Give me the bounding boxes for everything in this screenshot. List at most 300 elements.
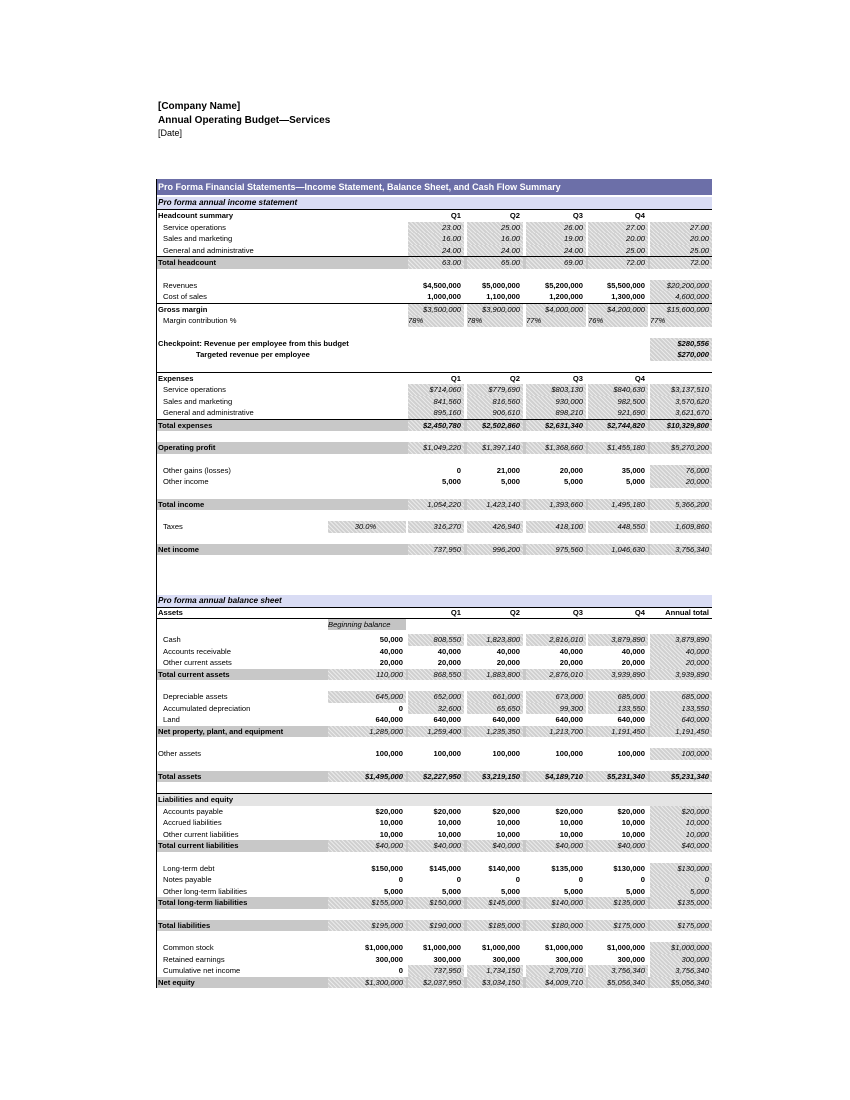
value-cell: $135,000 — [588, 897, 648, 909]
checkpoint-row — [156, 338, 712, 350]
row-label: Total income — [158, 499, 205, 509]
ppe-row — [156, 703, 712, 715]
value-cell: $1,397,140 — [467, 442, 523, 454]
value-cell: 72.00 — [588, 257, 648, 269]
value-cell: $3,034,150 — [467, 977, 523, 989]
row-label: Net property, plant, and equipment — [158, 726, 284, 736]
current-asset-row — [156, 634, 712, 646]
value-cell: $135,000 — [551, 863, 583, 873]
value-cell: 10,000 — [621, 818, 645, 827]
expenses-header-row — [156, 372, 712, 385]
value-cell: 1,100,000 — [486, 292, 520, 301]
spacer-row — [156, 931, 712, 942]
row-label: Margin contribution % — [163, 316, 237, 325]
value-cell: 1,046,630 — [588, 544, 648, 556]
value-cell: 20,000 — [650, 657, 712, 669]
value-cell: $40,000 — [650, 840, 712, 852]
value-cell: 816,560 — [467, 396, 523, 408]
value-cell: 4,600,000 — [650, 291, 712, 303]
value-cell: 20,000 — [496, 658, 520, 667]
value-cell: 20,000 — [559, 465, 583, 475]
value-cell: $3,500,000 — [408, 304, 464, 316]
value-cell: $20,000 — [375, 806, 403, 816]
quarter-header: Q3 — [572, 211, 583, 220]
value-cell: 40,000 — [437, 646, 461, 656]
spacer-row — [156, 269, 712, 280]
row-label: Total liabilities — [158, 920, 211, 930]
value-cell: $40,000 — [526, 840, 586, 852]
value-cell: $5,231,340 — [588, 771, 648, 783]
total-headcount-row — [156, 256, 712, 269]
other-gains-row — [156, 465, 712, 477]
value-cell: $714,060 — [408, 384, 464, 396]
value-cell: $150,000 — [371, 863, 403, 873]
value-cell: $5,000,000 — [481, 280, 520, 290]
row-label: Accounts receivable — [163, 646, 231, 656]
lt-liability-row — [156, 874, 712, 886]
value-cell: $1,000,000 — [606, 943, 645, 952]
value-cell: 133,550 — [588, 703, 648, 715]
row-label: Liabilities and equity — [158, 795, 234, 804]
value-cell: 640,000 — [433, 715, 461, 724]
row-label: Other gains (losses) — [163, 465, 231, 475]
value-cell: $40,000 — [588, 840, 648, 852]
value-cell: $2,037,950 — [408, 977, 464, 989]
value-cell: $3,219,150 — [467, 771, 523, 783]
revenues-row — [156, 280, 712, 292]
row-label: Expenses — [158, 373, 194, 383]
row-label: Retained earnings — [163, 954, 225, 964]
value-cell: 5,000 — [563, 477, 583, 486]
value-cell: $5,500,000 — [606, 280, 645, 290]
value-cell: 10,000 — [650, 817, 712, 829]
spacer-row — [156, 909, 712, 920]
value-cell: $1,049,220 — [408, 442, 464, 454]
value-cell: 1,823,800 — [467, 634, 523, 646]
value-cell: 69.00 — [526, 257, 586, 269]
value-cell: 5,000 — [625, 477, 645, 486]
value-cell: 300,000 — [650, 954, 712, 966]
equity-row — [156, 954, 712, 966]
value-cell: $1,455,180 — [588, 442, 648, 454]
column-header: Q1 — [450, 608, 461, 617]
headcount-row — [156, 233, 712, 245]
value-cell: 65.00 — [467, 257, 523, 269]
targeted-row — [156, 349, 712, 361]
value-cell: 661,000 — [467, 691, 523, 703]
headcount-header-row — [156, 209, 712, 222]
beginning-balance-header: Beginning balance — [328, 619, 406, 631]
net-equity-row — [156, 977, 712, 989]
quarter-header: Q4 — [634, 373, 645, 383]
value-cell: $190,000 — [408, 920, 464, 932]
value-cell: 5,000 — [500, 477, 520, 486]
value-cell: 0 — [456, 875, 461, 884]
value-cell: 300,000 — [375, 954, 403, 964]
value-cell: 20.00 — [650, 233, 712, 245]
value-cell: $4,009,710 — [526, 977, 586, 989]
value-cell: 316,270 — [408, 521, 464, 533]
equity-row — [156, 942, 712, 954]
spacer-row — [156, 327, 712, 338]
value-cell: $1,000,000 — [481, 943, 520, 952]
value-cell: 0 — [578, 875, 583, 884]
row-label: Total current liabilities — [158, 841, 239, 850]
row-label: Sales and marketing — [163, 234, 233, 243]
value-cell: $20,000 — [555, 806, 583, 816]
value-cell: 35,000 — [621, 465, 645, 475]
value-cell: $2,450,780 — [408, 420, 464, 432]
value-cell: 10,000 — [496, 818, 520, 827]
value-cell: 645,000 — [328, 691, 406, 703]
row-label: Other income — [163, 477, 209, 486]
row-label: Land — [163, 715, 180, 724]
value-cell: 841,560 — [408, 396, 464, 408]
value-cell: 300,000 — [617, 954, 645, 964]
row-label: Total expenses — [158, 420, 213, 430]
spacer-row — [156, 737, 712, 748]
value-cell: 448,550 — [588, 521, 648, 533]
row-label: Cumulative net income — [163, 966, 241, 975]
value-cell: 737,950 — [408, 544, 464, 556]
value-cell: $20,000 — [650, 806, 712, 818]
value-cell: 25.00 — [467, 222, 523, 234]
value-cell: $2,631,340 — [526, 420, 586, 432]
value-cell: 3,570,620 — [650, 396, 712, 408]
income-section-title: Pro forma annual income statement — [156, 197, 712, 209]
net-ppe-row — [156, 726, 712, 738]
row-label: Notes payable — [163, 875, 212, 884]
beginning-balance-row — [156, 619, 712, 631]
current-liability-row — [156, 817, 712, 829]
value-cell: 78% — [408, 315, 464, 327]
value-cell: $175,000 — [650, 920, 712, 932]
column-header: Q2 — [509, 608, 520, 617]
value-cell: 77% — [526, 315, 586, 327]
value-cell: $803,130 — [526, 384, 586, 396]
value-cell: $150,000 — [408, 897, 464, 909]
value-cell: $175,000 — [588, 920, 648, 932]
value-cell: 300,000 — [555, 954, 583, 964]
value-cell: 78% — [467, 315, 523, 327]
current-asset-row — [156, 657, 712, 669]
row-label: Cost of sales — [163, 292, 207, 301]
value-cell: $840,630 — [588, 384, 648, 396]
lt-liability-row — [156, 886, 712, 898]
value-cell: 640,000 — [555, 715, 583, 724]
value-cell: 10,000 — [621, 829, 645, 839]
value-cell: $2,227,950 — [408, 771, 464, 783]
value-cell: 20,000 — [559, 658, 583, 667]
expense-row — [156, 384, 712, 396]
value-cell: $4,189,710 — [526, 771, 586, 783]
row-label: Depreciable assets — [163, 692, 228, 701]
value-cell: $20,000 — [617, 806, 645, 816]
row-label: Service operations — [163, 385, 226, 394]
value-cell: $4,200,000 — [588, 304, 648, 316]
balance-section-title: Pro forma annual balance sheet — [156, 595, 712, 607]
row-label: Other current liabilities — [163, 829, 239, 839]
value-cell: $185,000 — [467, 920, 523, 932]
value-cell: 1,259,400 — [408, 726, 464, 738]
row-label: Long-term debt — [163, 863, 215, 873]
row-label: Accounts payable — [163, 806, 223, 816]
value-cell: $40,000 — [328, 840, 406, 852]
value-cell: 10,000 — [559, 818, 583, 827]
value-cell: 0 — [650, 874, 712, 886]
headcount-row — [156, 245, 712, 257]
value-cell: 640,000 — [617, 715, 645, 724]
value-cell: 5,000 — [500, 886, 520, 896]
value-cell: $15,600,000 — [650, 304, 712, 316]
value-cell: $130,000 — [613, 863, 645, 873]
quarter-header: Q1 — [450, 211, 461, 220]
value-cell: 673,000 — [526, 691, 586, 703]
tax-rate-cell: 30.0% — [328, 521, 406, 533]
headcount-label: Headcount summary — [158, 211, 234, 220]
value-cell: 1,285,000 — [328, 726, 406, 738]
spacer-row — [156, 555, 712, 595]
value-cell: 652,000 — [408, 691, 464, 703]
value-cell: 3,621,670 — [650, 407, 712, 419]
value-cell: 20,000 — [621, 658, 645, 667]
value-cell: 1,423,140 — [467, 499, 523, 511]
row-label: Total long-term liabilities — [158, 898, 248, 907]
value-cell: $5,231,340 — [650, 771, 712, 783]
value-cell: 40,000 — [379, 646, 403, 656]
value-cell: 0 — [398, 966, 403, 975]
value-cell: $4,500,000 — [422, 280, 461, 290]
row-label: Gross margin — [158, 304, 208, 314]
value-cell: $1,000,000 — [364, 943, 403, 952]
value-cell: $4,000,000 — [526, 304, 586, 316]
value-cell: $40,000 — [408, 840, 464, 852]
value-cell: 1,393,660 — [526, 499, 586, 511]
value-cell: $20,200,000 — [650, 280, 712, 292]
value-cell: 3,879,890 — [588, 634, 648, 646]
value-cell: $180,000 — [526, 920, 586, 932]
value-cell: $3,137,510 — [650, 384, 712, 396]
column-header: Q4 — [634, 608, 645, 617]
value-cell: 2,876,010 — [526, 669, 586, 681]
value-cell: 0 — [456, 465, 461, 475]
spacer-row — [156, 533, 712, 544]
value-cell: 1,213,700 — [526, 726, 586, 738]
value-cell: 5,000 — [383, 886, 403, 896]
value-cell: $145,000 — [429, 863, 461, 873]
value-cell: 5,000 — [563, 886, 583, 896]
value-cell: 3,756,340 — [588, 965, 648, 977]
company-name: [Company Name] — [158, 101, 241, 112]
value-cell: 1,191,450 — [588, 726, 648, 738]
value-cell: 996,200 — [467, 544, 523, 556]
row-label: Other assets — [158, 749, 202, 758]
value-cell: $20,000 — [492, 806, 520, 816]
value-cell: 10,000 — [379, 818, 403, 827]
value-cell: 3,756,340 — [650, 544, 712, 556]
value-cell: $5,056,340 — [650, 977, 712, 989]
spacer-row — [156, 510, 712, 521]
row-label: Targeted revenue per employee — [196, 350, 310, 359]
assets-header-row — [156, 607, 712, 619]
value-cell: 975,560 — [526, 544, 586, 556]
value-cell: 3,939,890 — [588, 669, 648, 681]
value-cell: 10,000 — [650, 829, 712, 841]
value-cell: 21,000 — [496, 465, 520, 475]
value-cell: $1,000,000 — [422, 943, 461, 952]
value-cell: 76% — [588, 315, 648, 327]
row-label: Common stock — [163, 943, 214, 952]
value-cell: 23.00 — [408, 222, 464, 234]
total-liabilities-row — [156, 920, 712, 932]
value-cell: $140,000 — [526, 897, 586, 909]
row-label: Taxes — [163, 522, 183, 531]
value-cell: 300,000 — [433, 954, 461, 964]
value-cell: 27.00 — [588, 222, 648, 234]
row-label: Total headcount — [158, 258, 217, 267]
value-cell: 100,000 — [492, 749, 520, 758]
value-cell: $5,056,340 — [588, 977, 648, 989]
value-cell: 40,000 — [496, 646, 520, 656]
value-cell: $5,270,200 — [650, 442, 712, 454]
lt-liability-row — [156, 863, 712, 875]
value-cell: 3,756,340 — [650, 965, 712, 977]
value-cell: 40,000 — [559, 646, 583, 656]
value-cell: 898,210 — [526, 407, 586, 419]
expense-row — [156, 407, 712, 419]
value-cell: 25.00 — [650, 245, 712, 257]
value-cell: 1,883,800 — [467, 669, 523, 681]
margin-pct-row — [156, 315, 712, 327]
value-cell: 921,690 — [588, 407, 648, 419]
ppe-row — [156, 691, 712, 703]
value-cell: $140,000 — [488, 863, 520, 873]
value-cell: 100,000 — [433, 749, 461, 758]
quarter-header: Q4 — [634, 211, 645, 220]
value-cell: 5,000 — [625, 886, 645, 896]
value-cell: 99,300 — [526, 703, 586, 715]
value-cell: 0 — [398, 703, 403, 713]
value-cell: 808,550 — [408, 634, 464, 646]
value-cell: 20,000 — [379, 658, 403, 667]
quarter-header: Q1 — [450, 373, 461, 383]
value-cell: 10,000 — [496, 829, 520, 839]
row-label: General and administrative — [163, 408, 254, 417]
financial-sheet — [156, 179, 712, 988]
value-cell: 0 — [515, 875, 520, 884]
value-cell: 3,939,890 — [650, 669, 712, 681]
spacer-row — [156, 852, 712, 863]
total-current-liabilities-row — [156, 840, 712, 852]
value-cell: 3,879,890 — [650, 634, 712, 646]
row-label: Other current assets — [163, 658, 232, 667]
spacer-row — [156, 454, 712, 465]
row-label: Net equity — [158, 977, 195, 987]
row-label: General and administrative — [163, 245, 254, 255]
value-cell: 10,000 — [437, 818, 461, 827]
column-header: Annual total — [665, 608, 709, 617]
value-cell: $3,900,000 — [467, 304, 523, 316]
value-cell: 26.00 — [526, 222, 586, 234]
value-cell: $1,495,000 — [328, 771, 406, 783]
ppe-row — [156, 714, 712, 726]
column-header: Q3 — [572, 608, 583, 617]
value-cell: 1,054,220 — [408, 499, 464, 511]
value-cell: 685,000 — [650, 691, 712, 703]
value-cell: 63.00 — [408, 257, 464, 269]
value-cell: 19.00 — [526, 233, 586, 245]
spacer-row — [156, 488, 712, 499]
value-cell: 10,000 — [559, 829, 583, 839]
current-liability-row — [156, 829, 712, 841]
value-cell: 737,950 — [408, 965, 464, 977]
taxes-row — [156, 521, 712, 533]
value-cell: $10,329,800 — [650, 420, 712, 432]
value-cell: 5,000 — [650, 886, 712, 898]
value-cell: 1,734,150 — [467, 965, 523, 977]
value-cell: 868,550 — [408, 669, 464, 681]
expense-row — [156, 396, 712, 408]
spacer-row — [156, 680, 712, 691]
value-cell: 640,000 — [375, 715, 403, 724]
quarter-header: Q3 — [572, 373, 583, 383]
value-cell: $130,000 — [650, 863, 712, 875]
value-cell: 25.00 — [588, 245, 648, 257]
value-cell: 640,000 — [650, 714, 712, 726]
operating-profit-row — [156, 442, 712, 454]
document-title: Annual Operating Budget—Services — [158, 115, 331, 126]
net-income-row — [156, 544, 712, 556]
value-cell: $145,000 — [467, 897, 523, 909]
value-cell: $135,000 — [650, 897, 712, 909]
value-cell: 0 — [640, 875, 645, 884]
value-cell: $20,000 — [433, 806, 461, 816]
row-label: Operating profit — [158, 443, 216, 452]
spacer-row — [156, 361, 712, 372]
value-cell: 1,609,860 — [650, 521, 712, 533]
total-lt-liabilities-row — [156, 897, 712, 909]
value-cell: $280,556 — [650, 338, 712, 350]
value-cell: 16.00 — [467, 233, 523, 245]
row-label: Service operations — [163, 222, 226, 232]
value-cell: 72.00 — [650, 257, 712, 269]
spacer-row — [156, 431, 712, 442]
total-current-assets-row — [156, 669, 712, 681]
equity-row — [156, 965, 712, 977]
row-label: Total assets — [158, 771, 202, 781]
value-cell: $270,000 — [650, 349, 712, 361]
value-cell: $5,200,000 — [544, 280, 583, 290]
value-cell: $40,000 — [467, 840, 523, 852]
row-label: Total current assets — [158, 669, 230, 679]
value-cell: 5,000 — [441, 477, 461, 486]
row-label: Sales and marketing — [163, 396, 233, 406]
total-assets-row — [156, 771, 712, 783]
value-cell: $779,690 — [467, 384, 523, 396]
value-cell: 76,000 — [650, 465, 712, 477]
value-cell: $1,300,000 — [328, 977, 406, 989]
row-label: Net income — [158, 544, 199, 554]
value-cell: 5,366,200 — [650, 499, 712, 511]
row-label: Accumulated depreciation — [163, 703, 251, 713]
value-cell: 100,000 — [375, 749, 403, 758]
value-cell: 930,000 — [526, 396, 586, 408]
value-cell: 2,709,710 — [526, 965, 586, 977]
value-cell: 906,610 — [467, 407, 523, 419]
current-asset-row — [156, 646, 712, 658]
row-label: Cash — [163, 635, 181, 644]
value-cell: 1,200,000 — [549, 292, 583, 301]
